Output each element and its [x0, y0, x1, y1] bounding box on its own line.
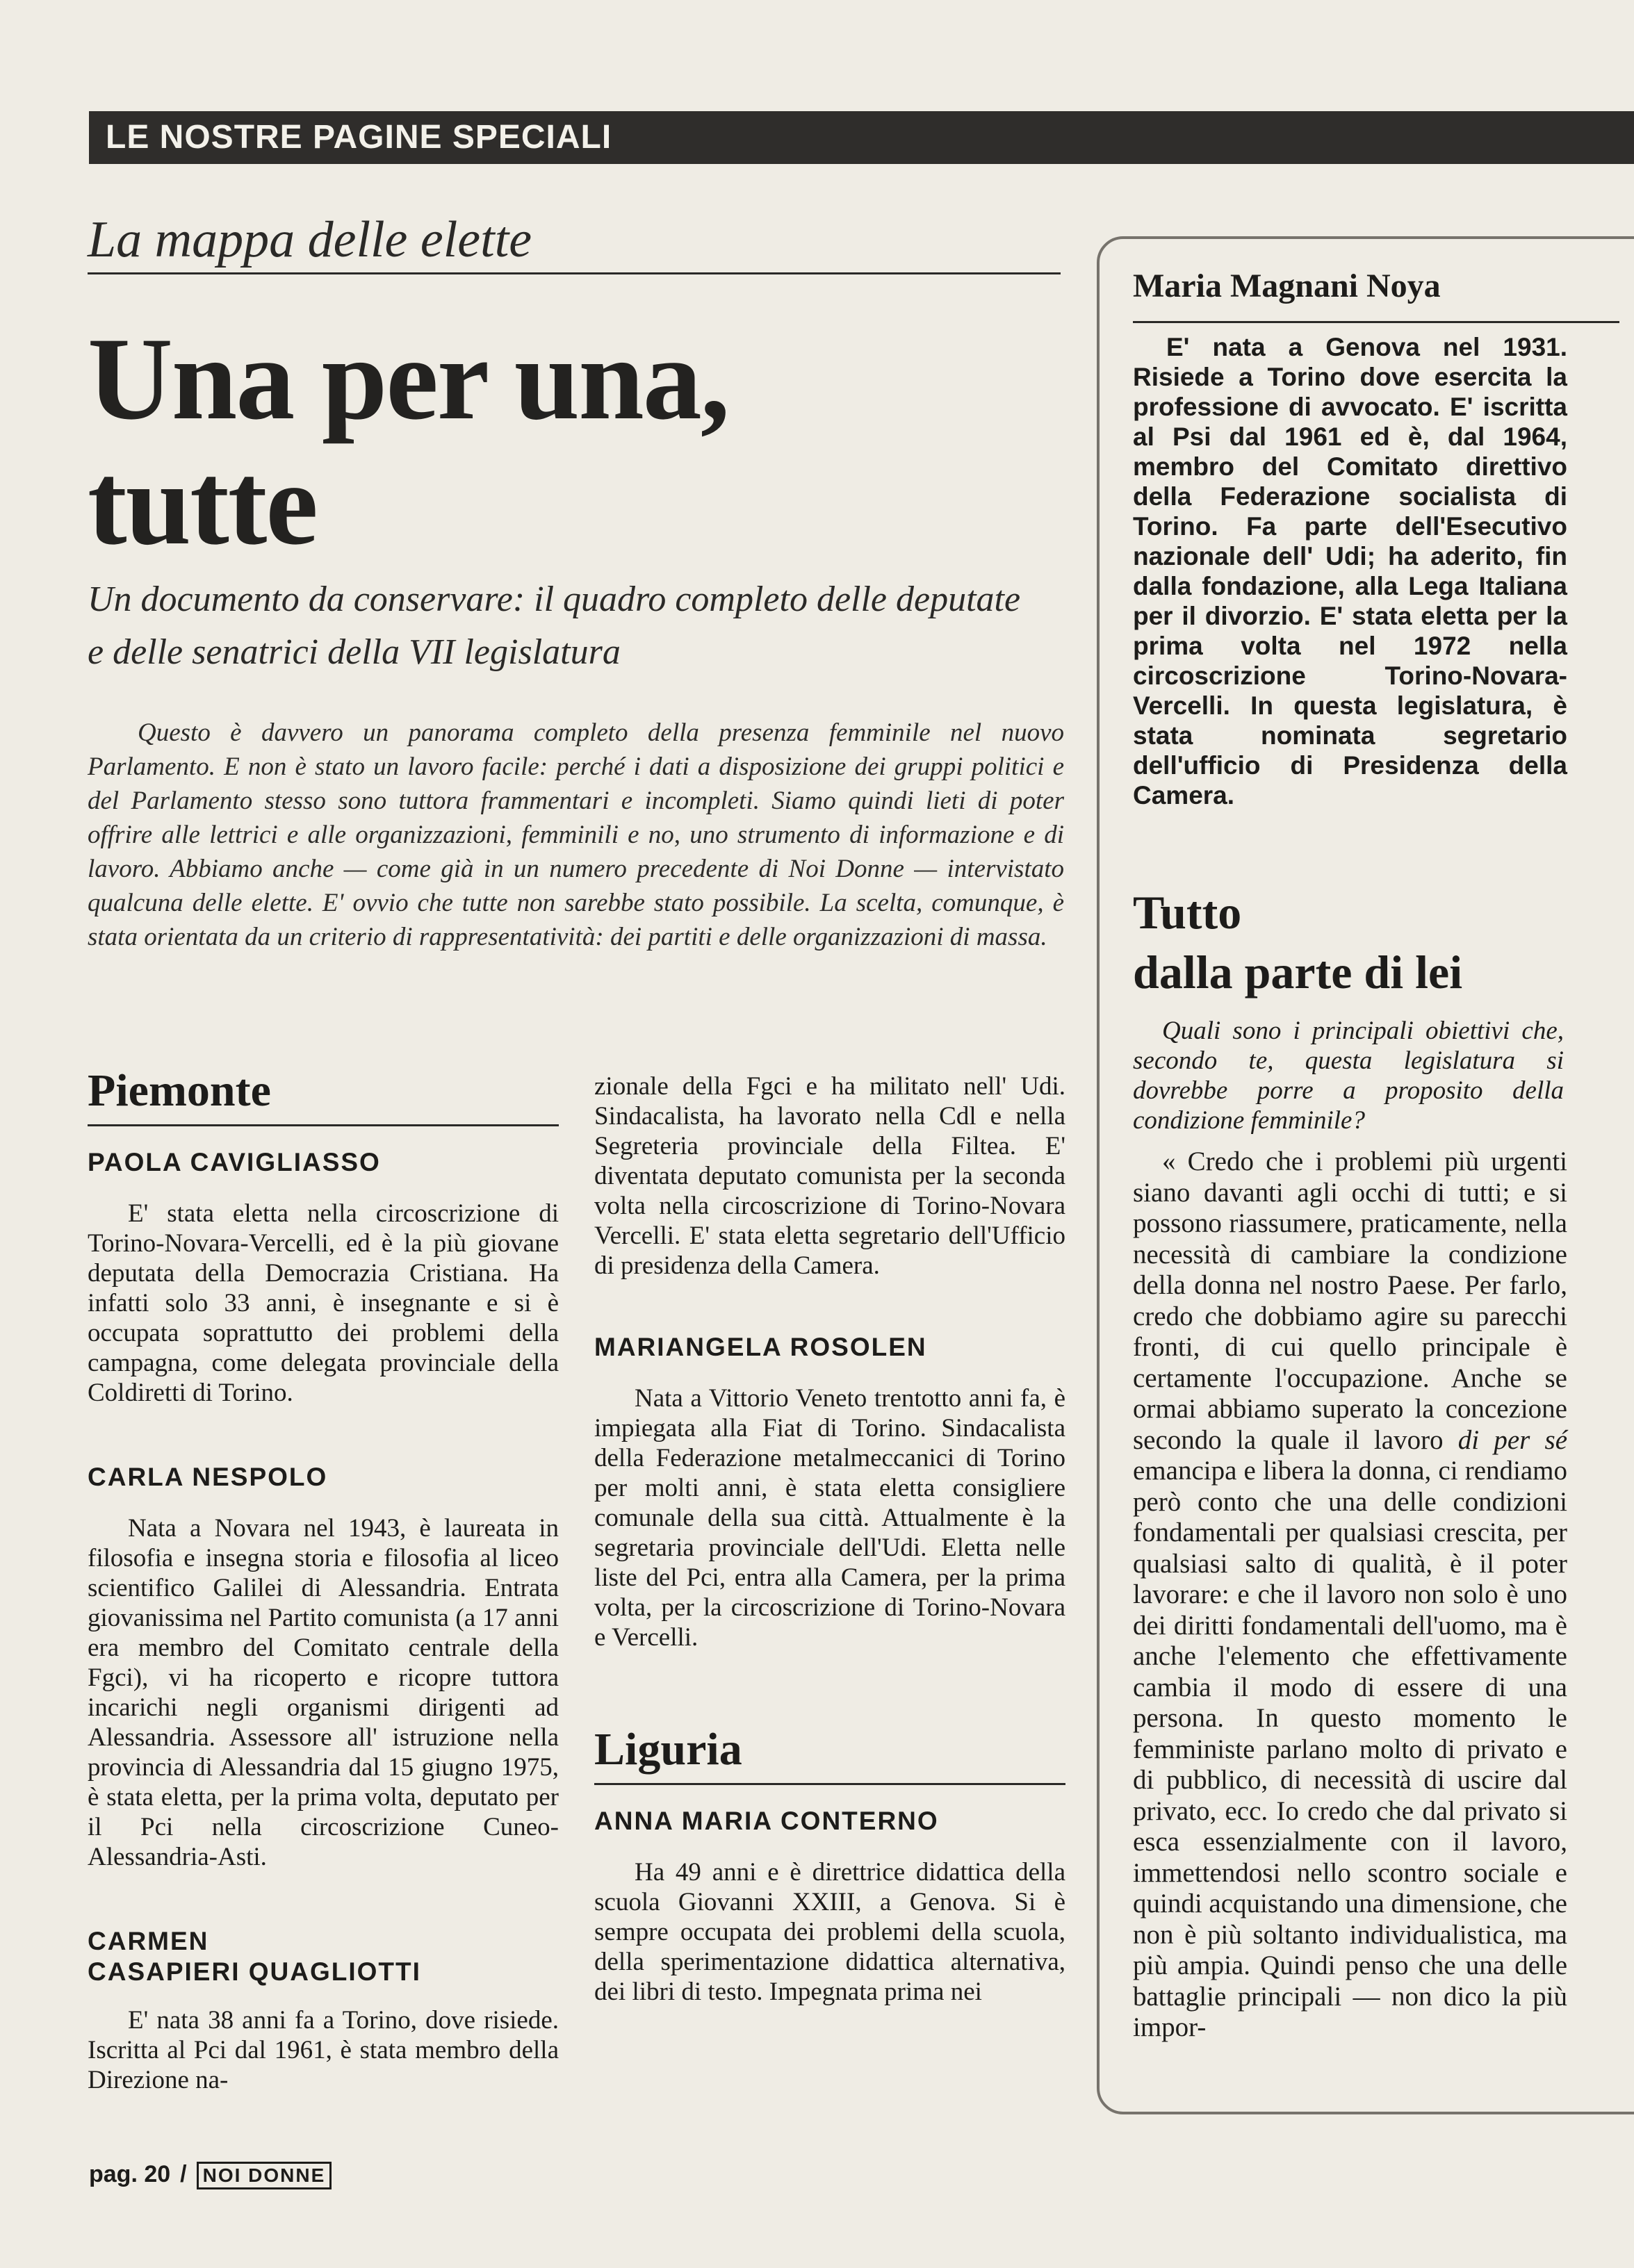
interview-title-line-2: dalla parte di lei — [1133, 946, 1463, 999]
interview-title-line-1: Tutto — [1133, 886, 1242, 939]
deputy-name-nespolo: CARLA NESPOLO — [88, 1463, 328, 1491]
sidebar-bio: E' nata a Genova nel 1931. Risiede a Torino dove esercita la professione di avvocato. E' iscritta al Psi dal 1961 ed è, dal 1964, membro del Comitato direttivo della Federazione socialista di Torino. Fa parte dell'Esecutivo nazionale dell' Udi; ha aderito, fin dalla fondazione, alla Lega Italiana per il divorzio. E' stata eletta per la prima volta nel 1972 nella circoscrizione Torino-Novara-Vercelli. In questa legislatura, è stata nominata segretario dell'ufficio di Presidenza della Camera. — [1133, 333, 1567, 810]
section-header-label: LE NOSTRE PAGINE SPECIALI — [106, 119, 612, 156]
interview-title — [1133, 882, 1619, 1002]
deputy-name-quagliotti-line-2: CASAPIERI QUAGLIOTTI — [88, 1957, 421, 1986]
article-column-2 — [594, 1071, 1065, 2007]
interview-answer-part-1: « Credo che i problemi più urgenti siano davanti agli occhi di tutti; e si possono riassumere, praticamente, nella necessità di cambiare la condizione della donna nel nostro Paese. Per farlo, credo che dobbiamo agire su parecchi fronti, di cui quello principale è certamente l'occupazione. Anche se ormai abbiamo superato la concezione secondo la quale il lavoro — [1133, 1147, 1567, 1455]
deputy-bio-rosolen: Nata a Vittorio Veneto trentotto anni fa, è impiegata alla Fiat di Torino. Sindacalista della Federazione metalmeccanici di Torino per molti anni, è stata eletta consigliere comunale della sua città. Attualmente è la segretaria provinciale dell'Udi. Eletta nelle liste del Pci, entra alla Camera, per la prima volta, per la circoscrizione di Torino-Novara e Vercelli. — [594, 1384, 1065, 1652]
deputy-bio-nespolo: Nata a Novara nel 1943, è laureata in filosofia e insegna storia e filosofia al liceo scientifico Galilei di Alessandria. Entrata giovanissima nel Partito comunista (a 17 anni era membro del Comitato centrale della Fgci), vi ha ricoperto e ricopre tuttora incarichi negli organismi dirigenti ad Alessandria. Assessore all' istruzione nella provincia di Alessandria dal 15 giugno 1975, è stata eletta, per la prima volta, deputato per il Pci nella circoscrizione Cuneo-Alessandria-Asti. — [88, 1514, 559, 1871]
footer-separator: / — [180, 2161, 187, 2187]
region-title-liguria: Liguria — [594, 1724, 742, 1775]
article-headline — [88, 313, 1026, 569]
article-subtitle: Un documento da conservare: il quadro completo delle deputate e delle senatrici della VII legislatura — [88, 580, 1021, 672]
article-column-1 — [88, 1063, 559, 2095]
headline-line-2: tutte — [88, 438, 317, 569]
deputy-name-quagliotti-line-1: CARMEN — [88, 1927, 209, 1955]
interview-question: Quali sono i principali obiettivi che, secondo te, questa legislatura si dovrebbe porre a proposito della condizione femminile? — [1133, 1017, 1564, 1135]
deputy-name-rosolen: MARIANGELA ROSOLEN — [594, 1333, 927, 1361]
deputy-name-conterno: ANNA MARIA CONTERNO — [594, 1807, 939, 1835]
interview-answer-emphasis: di per sé — [1457, 1424, 1568, 1455]
deputy-name-quagliotti — [88, 1926, 559, 1987]
magazine-logo: NOI DONNE — [197, 2162, 332, 2189]
region-divider — [594, 1783, 1065, 1785]
deputy-bio-quagliotti-continued: zionale della Fgci e ha militato nell' Udi. Sindacalista, ha lavorato nella Cdl e nella Segreteria provinciale della Filtea. E' diventata deputato comunista per la seconda volta nella circoscrizione di Torino-Novara Vercelli. E' stata eletta segretario dell'Ufficio di presidenza della Camera. — [594, 1072, 1065, 1280]
sidebar-name: Maria Magnani Noya — [1133, 268, 1441, 304]
article-kicker: La mappa delle elette — [88, 211, 532, 268]
article-intro: Questo è davvero un panorama completo della presenza femminile nel nuovo Parlamento. E non è stato un lavoro facile: perché i dati a disposizione dei gruppi politici e del Parlamento stesso sono tuttora frammentari e incompleti. Siamo quindi lieti di poter offrire alle lettrici e alle organizzazioni, femminili e no, uno strumento di informazione e di lavoro. Abbiamo anche — come già in un numero precedente di Noi Donne — intervistato qualcuna delle elette. E' ovvio che tutte non sarebbe stato possibile. La scelta, comunque, è stata orientata da un criterio di rappresentatività: dei partiti e delle organizzazioni di massa. — [88, 718, 1064, 951]
interview-answer — [1133, 1147, 1567, 2044]
deputy-bio-conterno: Ha 49 anni e è direttrice didattica della scuola Giovanni XXIII, a Genova. Si è sempre occupata dei problemi della scuola, della sperimentazione didattica alternativa, dei libri di testo. Impegnata prima nei — [594, 1858, 1065, 2006]
deputy-bio-cavigliasso: E' stata eletta nella circoscrizione di Torino-Novara-Vercelli, ed è la più giovane deputata della Democrazia Cristiana. Ha infatti solo 33 anni, è insegnante e si è occupata soprattutto dei problemi della campagna, come delegata provinciale della Coldiretti di Torino. — [88, 1199, 559, 1407]
kicker-divider — [88, 272, 1061, 274]
headline-line-1: Una per una, — [88, 313, 729, 444]
page-number: pag. 20 — [89, 2161, 171, 2187]
interview-answer-part-2: emancipa e libera la donna, ci rendiamo però conto che una delle condizioni fondamentali per qualsiasi crescita, per qualsiasi salto di qualità, è il poter lavorare: e che il lavoro non solo è uno dei diritti fondamentali dell'uomo, ma è anche l'elemento che effettivamente cambia il modo di essere di una persona. In questo momento le femministe parlano molto di privato e di pubblico, di necessità di uscire dal privato, ecc. Io credo che dal privato si esca essenzialmente con il lavoro, immettendosi nello scontro sociale e quindi acquistando una dimensione, che non è più soltanto individualistica, ma più ampia. Quindi penso che una delle battaglie principali — non dico la più impor- — [1133, 1456, 1567, 2042]
region-title-piemonte: Piemonte — [88, 1065, 271, 1116]
deputy-name-cavigliasso: PAOLA CAVIGLIASSO — [88, 1148, 381, 1176]
page-footer — [89, 2161, 332, 2189]
sidebar-divider — [1133, 321, 1619, 323]
deputy-bio-quagliotti: E' nata 38 anni fa a Torino, dove risiede. Iscritta al Pci dal 1961, è stata membro della Direzione na- — [88, 2006, 559, 2094]
region-divider — [88, 1124, 559, 1126]
